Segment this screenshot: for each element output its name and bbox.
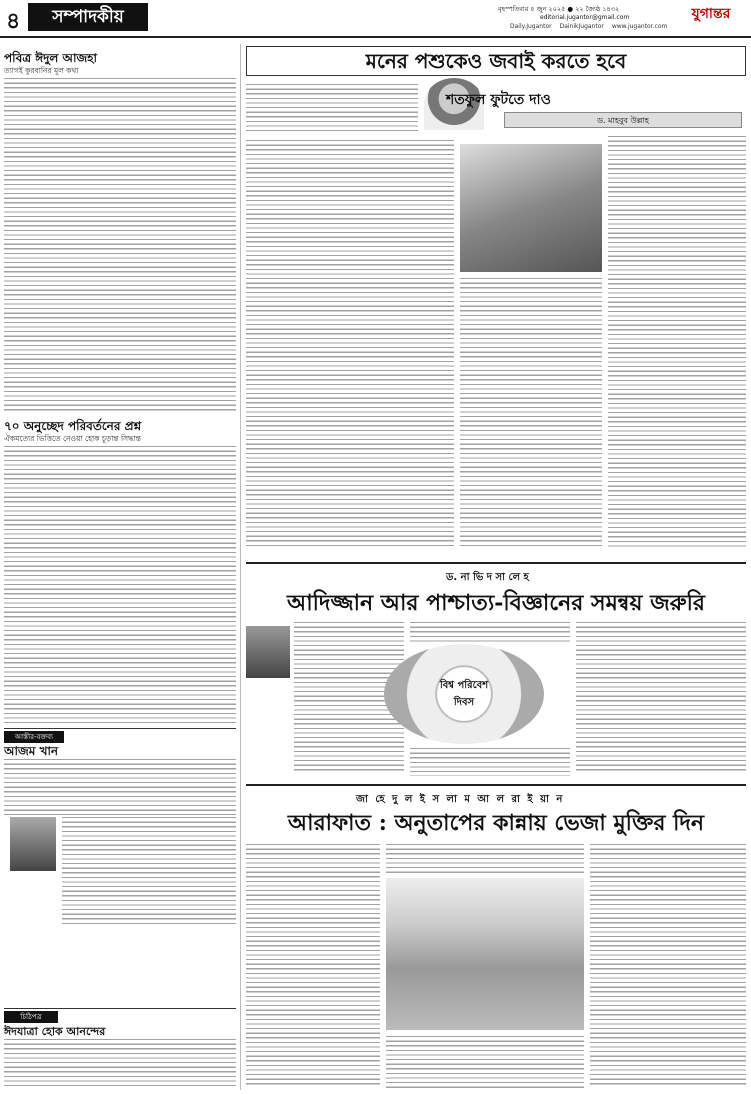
top-body-3 [460,278,602,548]
top-headline: মনের পশুকেও জবাই করতে হবে [246,46,746,76]
date-line: বৃহস্পতিবার ৫ জুন ২০২৫ ● ২২ জ্যৈষ্ঠ ১৪৩২ [498,5,620,13]
mid-body-4 [576,622,746,774]
bottom-body-1 [246,844,380,1088]
email-link[interactable]: editorial.jugantor@gmail.com [540,14,630,21]
column-author: আজম খান [4,744,59,758]
masthead [0,0,751,38]
author-photo [10,817,56,871]
editorial-2-title: ৭০ অনুচ্ছেদ পরিবর্তনের প্রশ্ন [4,419,142,433]
letters-label: চিঠিপত্র [4,1011,58,1023]
top-body-1 [246,84,418,134]
twitter-link[interactable]: DainikJugantor [559,23,604,30]
left-column [4,44,236,1090]
top-author: ড. মাহবুব উল্লাহ [504,112,742,128]
arafat-photo [386,878,584,1030]
column-label: আস্তীর-বক্তব্য [4,731,64,743]
bottom-headline: আরাফাত : অনুতাপের কান্নায় ভেজা মুক্তির দিন [287,810,705,836]
editorial-1-title: পবিত্র ঈদুল আজহা [4,51,98,65]
facebook-link[interactable]: Daily.Jugantor [510,23,552,30]
bottom-body-4 [590,844,746,1088]
letter-box [4,1008,236,1088]
environment-day-label: বিশ্ব পরিবেশ দিবস [439,680,489,708]
column-box [4,728,236,928]
website-link[interactable]: www.jugantor.com [611,23,668,30]
mid-author-photo [246,626,290,678]
sacrifice-photo [460,144,602,272]
top-article [246,44,746,558]
mid-headline: আদিজ্জান আর পাশ্চাত্য-বিজ্ঞানের সমন্বয় জরুরি [286,590,706,616]
mid-author: ড. না ভি দ সা লে হ [446,572,529,583]
editorial-2-subtitle: ঐকমত্যের ভিত্তিতে নেওয়া হোক চূড়ান্ত সিদ্ধান্ত [4,434,141,443]
newspaper-logo: যুগান্তর [691,6,731,22]
bottom-article [246,784,746,1090]
top-subhead: শতফুল ফুটতে দাও [446,92,551,108]
editorial-1-body [4,78,236,414]
top-body-2 [246,140,454,548]
column-body-2 [62,817,236,925]
editorial-1-subtitle: ত্যাগই কুরবানির মূল কথা [4,66,79,75]
bottom-body-3 [386,1036,584,1088]
column-body-1 [4,759,236,815]
top-body-4 [608,136,746,548]
mid-article [246,562,746,780]
letter-body [4,1039,236,1087]
mid-body-2 [410,622,570,644]
social-links [510,23,667,30]
bottom-body-2 [386,844,584,874]
column-divider [240,44,241,1090]
editorial-2-body [4,446,236,724]
bottom-author: জা হে দু ল ই স লা ম আ ল রা ই য়া ন [356,794,565,805]
mid-body-3 [410,748,570,776]
section-title: সম্পাদকীয় [28,3,148,31]
letter-title: ঈদযাত্রা হোক আনন্দের [4,1025,106,1038]
page-number: ৪ [6,8,21,34]
